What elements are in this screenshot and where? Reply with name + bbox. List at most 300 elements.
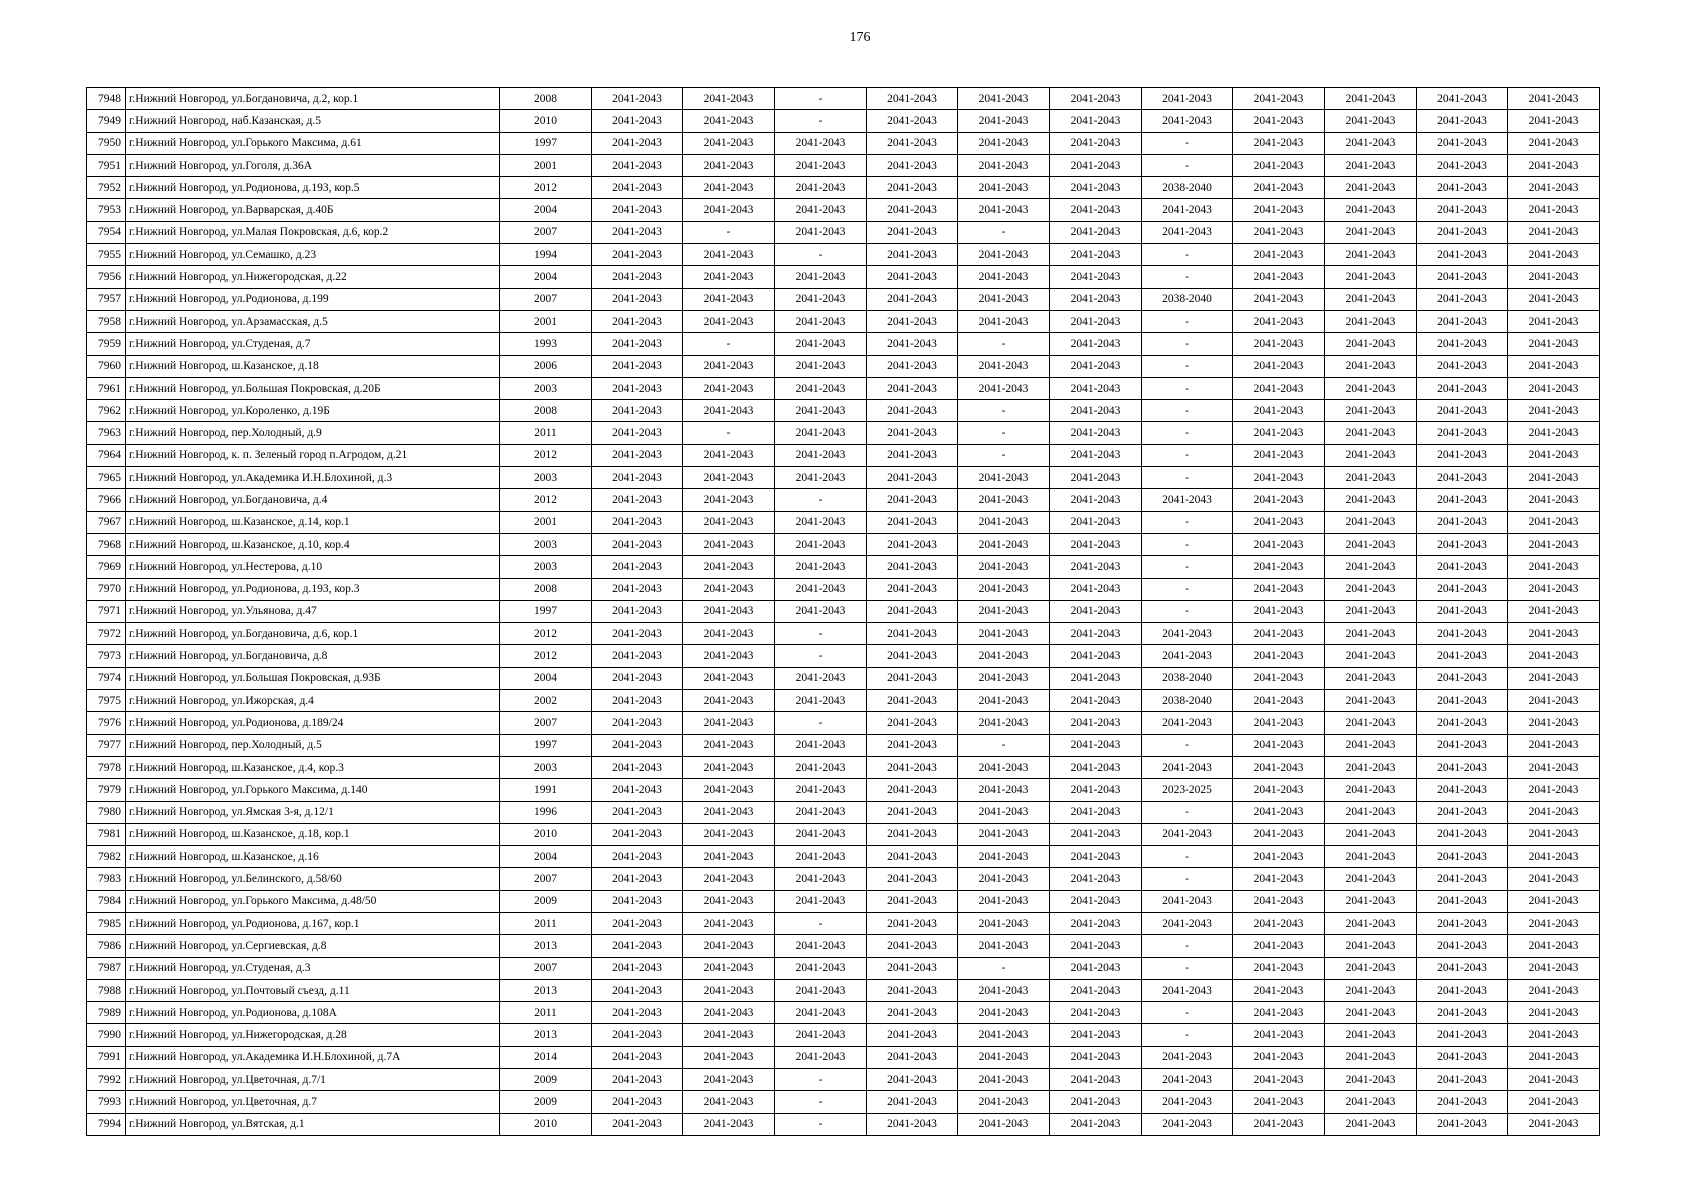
period-cell: 2041-2043 bbox=[775, 199, 867, 221]
row-number: 7987 bbox=[87, 957, 126, 979]
period-cell: 2041-2043 bbox=[1325, 400, 1417, 422]
period-cell: 2041-2043 bbox=[1050, 979, 1142, 1001]
period-cell: 2041-2043 bbox=[775, 132, 867, 154]
period-cell: 2041-2043 bbox=[1417, 467, 1508, 489]
period-cell: 2041-2043 bbox=[1508, 756, 1600, 778]
period-cell: 2041-2043 bbox=[775, 444, 867, 466]
row-number: 7972 bbox=[87, 623, 126, 645]
period-cell: 2041-2043 bbox=[1417, 1069, 1508, 1091]
address-cell: г.Нижний Новгород, ул.Академика И.Н.Блохиной, д.7А bbox=[126, 1046, 500, 1068]
period-cell: 2041-2043 bbox=[1508, 310, 1600, 332]
period-cell: 2041-2043 bbox=[867, 377, 958, 399]
table-row bbox=[87, 801, 1600, 823]
address-cell: г.Нижний Новгород, ш.Казанское, д.18, кор.1 bbox=[126, 823, 500, 845]
period-cell: 2041-2043 bbox=[775, 533, 867, 555]
period-cell: 2041-2043 bbox=[1233, 846, 1325, 868]
table-row bbox=[87, 935, 1600, 957]
address-cell: г.Нижний Новгород, ул.Варварская, д.40Б bbox=[126, 199, 500, 221]
period-cell: 2041-2043 bbox=[1325, 310, 1417, 332]
period-cell: 2041-2043 bbox=[683, 355, 775, 377]
period-cell: 2041-2043 bbox=[1233, 957, 1325, 979]
period-cell: 2041-2043 bbox=[867, 444, 958, 466]
address-cell: г.Нижний Новгород, ул.Студеная, д.7 bbox=[126, 333, 500, 355]
period-cell: - bbox=[775, 1091, 867, 1113]
period-cell: 2041-2043 bbox=[1508, 1069, 1600, 1091]
address-cell: г.Нижний Новгород, ул.Нижегородская, д.22 bbox=[126, 266, 500, 288]
period-cell: 2041-2043 bbox=[867, 645, 958, 667]
period-cell: 2041-2043 bbox=[867, 533, 958, 555]
period-cell: 2041-2043 bbox=[592, 110, 683, 132]
period-cell: 2041-2043 bbox=[775, 511, 867, 533]
period-cell: 2041-2043 bbox=[775, 935, 867, 957]
period-cell: 2041-2043 bbox=[1142, 221, 1233, 243]
period-cell: 2041-2043 bbox=[1142, 1046, 1233, 1068]
period-cell: 2041-2043 bbox=[1233, 377, 1325, 399]
period-cell: 2041-2043 bbox=[683, 556, 775, 578]
row-number: 7961 bbox=[87, 377, 126, 399]
period-cell: - bbox=[958, 444, 1050, 466]
period-cell: 2041-2043 bbox=[1417, 623, 1508, 645]
address-cell: г.Нижний Новгород, ул.Сергиевская, д.8 bbox=[126, 935, 500, 957]
period-cell: 2041-2043 bbox=[592, 868, 683, 890]
period-cell: 2041-2043 bbox=[1233, 88, 1325, 110]
period-cell: 2041-2043 bbox=[1233, 1091, 1325, 1113]
period-cell: 2041-2043 bbox=[1508, 556, 1600, 578]
period-cell: 2041-2043 bbox=[1508, 779, 1600, 801]
period-cell: 2041-2043 bbox=[958, 310, 1050, 332]
period-cell: 2041-2043 bbox=[1508, 266, 1600, 288]
period-cell: 2041-2043 bbox=[1417, 1024, 1508, 1046]
period-cell: 2041-2043 bbox=[1050, 912, 1142, 934]
period-cell: 2041-2043 bbox=[683, 1069, 775, 1091]
period-cell: 2041-2043 bbox=[1417, 712, 1508, 734]
period-cell: 2041-2043 bbox=[1050, 244, 1142, 266]
period-cell: 2041-2043 bbox=[867, 912, 958, 934]
period-cell: 2041-2043 bbox=[958, 578, 1050, 600]
period-cell: 2041-2043 bbox=[867, 288, 958, 310]
period-cell: 2041-2043 bbox=[1508, 935, 1600, 957]
period-cell: 2041-2043 bbox=[592, 1113, 683, 1135]
period-cell: - bbox=[1142, 511, 1233, 533]
row-number: 7969 bbox=[87, 556, 126, 578]
period-cell: 2041-2043 bbox=[683, 154, 775, 176]
period-cell: 2041-2043 bbox=[775, 556, 867, 578]
address-cell: г.Нижний Новгород, ул.Родионова, д.193, кор.3 bbox=[126, 578, 500, 600]
period-cell: 2041-2043 bbox=[775, 1002, 867, 1024]
period-cell: 2041-2043 bbox=[1417, 266, 1508, 288]
period-cell: 2041-2043 bbox=[958, 556, 1050, 578]
year-cell: 2002 bbox=[500, 690, 592, 712]
row-number: 7980 bbox=[87, 801, 126, 823]
period-cell: 2041-2043 bbox=[867, 1024, 958, 1046]
year-cell: 2001 bbox=[500, 310, 592, 332]
period-cell: - bbox=[775, 1113, 867, 1135]
period-cell: 2041-2043 bbox=[1233, 690, 1325, 712]
period-cell: 2041-2043 bbox=[1325, 667, 1417, 689]
period-cell: 2041-2043 bbox=[1417, 600, 1508, 622]
row-number: 7960 bbox=[87, 355, 126, 377]
period-cell: 2041-2043 bbox=[867, 935, 958, 957]
address-cell: г.Нижний Новгород, ул.Богдановича, д.6, кор.1 bbox=[126, 623, 500, 645]
period-cell: 2041-2043 bbox=[1325, 957, 1417, 979]
year-cell: 2007 bbox=[500, 288, 592, 310]
period-cell: 2041-2043 bbox=[1142, 645, 1233, 667]
period-cell: 2041-2043 bbox=[867, 890, 958, 912]
period-cell: 2041-2043 bbox=[1417, 979, 1508, 1001]
row-number: 7953 bbox=[87, 199, 126, 221]
table-row bbox=[87, 377, 1600, 399]
period-cell: 2041-2043 bbox=[1325, 489, 1417, 511]
period-cell: 2041-2043 bbox=[683, 489, 775, 511]
period-cell: 2041-2043 bbox=[867, 400, 958, 422]
period-cell: 2041-2043 bbox=[592, 1091, 683, 1113]
period-cell: 2041-2043 bbox=[867, 957, 958, 979]
period-cell: 2041-2043 bbox=[1325, 422, 1417, 444]
period-cell: 2041-2043 bbox=[1142, 1113, 1233, 1135]
year-cell: 2003 bbox=[500, 377, 592, 399]
period-cell: - bbox=[1142, 266, 1233, 288]
year-cell: 2010 bbox=[500, 1113, 592, 1135]
period-cell: 2041-2043 bbox=[1233, 266, 1325, 288]
period-cell: 2041-2043 bbox=[867, 244, 958, 266]
period-cell: 2041-2043 bbox=[867, 489, 958, 511]
period-cell: - bbox=[1142, 132, 1233, 154]
period-cell: 2041-2043 bbox=[1050, 667, 1142, 689]
period-cell: 2041-2043 bbox=[1508, 979, 1600, 1001]
period-cell: 2041-2043 bbox=[867, 355, 958, 377]
period-cell: 2041-2043 bbox=[867, 154, 958, 176]
address-cell: г.Нижний Новгород, ул.Арзамасская, д.5 bbox=[126, 310, 500, 332]
row-number: 7993 bbox=[87, 1091, 126, 1113]
period-cell: 2041-2043 bbox=[958, 355, 1050, 377]
period-cell: 2041-2043 bbox=[1417, 533, 1508, 555]
period-cell: 2041-2043 bbox=[592, 779, 683, 801]
period-cell: 2041-2043 bbox=[592, 712, 683, 734]
period-cell: 2041-2043 bbox=[1233, 578, 1325, 600]
period-cell: 2041-2043 bbox=[1325, 979, 1417, 1001]
period-cell: 2041-2043 bbox=[1508, 355, 1600, 377]
period-cell: 2041-2043 bbox=[592, 734, 683, 756]
row-number: 7959 bbox=[87, 333, 126, 355]
period-cell: 2041-2043 bbox=[1325, 912, 1417, 934]
period-cell: 2041-2043 bbox=[1050, 957, 1142, 979]
period-cell: 2041-2043 bbox=[867, 333, 958, 355]
period-cell: 2041-2043 bbox=[958, 623, 1050, 645]
period-cell: 2041-2043 bbox=[683, 511, 775, 533]
period-cell: - bbox=[1142, 422, 1233, 444]
period-cell: 2041-2043 bbox=[683, 110, 775, 132]
period-cell: 2041-2043 bbox=[775, 823, 867, 845]
period-cell: 2041-2043 bbox=[1325, 154, 1417, 176]
period-cell: 2041-2043 bbox=[867, 422, 958, 444]
address-cell: г.Нижний Новгород, ул.Ижорская, д.4 bbox=[126, 690, 500, 712]
period-cell: - bbox=[1142, 333, 1233, 355]
period-cell: - bbox=[775, 623, 867, 645]
period-cell: 2041-2043 bbox=[1417, 957, 1508, 979]
year-cell: 2013 bbox=[500, 979, 592, 1001]
period-cell: 2041-2043 bbox=[867, 1046, 958, 1068]
row-number: 7990 bbox=[87, 1024, 126, 1046]
year-cell: 1997 bbox=[500, 600, 592, 622]
table-row bbox=[87, 467, 1600, 489]
period-cell: 2041-2043 bbox=[1417, 578, 1508, 600]
row-number: 7964 bbox=[87, 444, 126, 466]
period-cell: 2041-2043 bbox=[1325, 1024, 1417, 1046]
year-cell: 2003 bbox=[500, 467, 592, 489]
period-cell: 2041-2043 bbox=[1233, 132, 1325, 154]
period-cell: 2041-2043 bbox=[1325, 801, 1417, 823]
period-cell: 2041-2043 bbox=[683, 467, 775, 489]
period-cell: 2041-2043 bbox=[867, 556, 958, 578]
period-cell: 2041-2043 bbox=[592, 177, 683, 199]
period-cell: 2041-2043 bbox=[958, 979, 1050, 1001]
address-cell: г.Нижний Новгород, ул.Родионова, д.189/24 bbox=[126, 712, 500, 734]
period-cell: 2041-2043 bbox=[1417, 690, 1508, 712]
period-cell: 2041-2043 bbox=[1417, 199, 1508, 221]
period-cell: 2041-2043 bbox=[1417, 801, 1508, 823]
period-cell: 2041-2043 bbox=[775, 957, 867, 979]
row-number: 7950 bbox=[87, 132, 126, 154]
period-cell: 2041-2043 bbox=[867, 1002, 958, 1024]
period-cell: 2041-2043 bbox=[1142, 110, 1233, 132]
row-number: 7973 bbox=[87, 645, 126, 667]
period-cell: 2041-2043 bbox=[1417, 333, 1508, 355]
year-cell: 1993 bbox=[500, 333, 592, 355]
period-cell: 2041-2043 bbox=[867, 1113, 958, 1135]
period-cell: 2041-2043 bbox=[1233, 444, 1325, 466]
period-cell: 2041-2043 bbox=[1142, 1069, 1233, 1091]
period-cell: 2041-2043 bbox=[1417, 912, 1508, 934]
address-cell: г.Нижний Новгород, ул.Родионова, д.193, кор.5 bbox=[126, 177, 500, 199]
period-cell: 2041-2043 bbox=[1508, 846, 1600, 868]
year-cell: 1996 bbox=[500, 801, 592, 823]
period-cell: 2041-2043 bbox=[867, 88, 958, 110]
period-cell: 2041-2043 bbox=[683, 623, 775, 645]
period-cell: 2041-2043 bbox=[1325, 578, 1417, 600]
year-cell: 2008 bbox=[500, 88, 592, 110]
period-cell: 2041-2043 bbox=[1508, 912, 1600, 934]
period-cell: 2041-2043 bbox=[683, 1002, 775, 1024]
period-cell: 2041-2043 bbox=[683, 712, 775, 734]
address-cell: г.Нижний Новгород, пер.Холодный, д.9 bbox=[126, 422, 500, 444]
period-cell: 2041-2043 bbox=[1050, 154, 1142, 176]
address-cell: г.Нижний Новгород, ул.Родионова, д.167, кор.1 bbox=[126, 912, 500, 934]
period-cell: 2041-2043 bbox=[775, 734, 867, 756]
period-cell: 2041-2043 bbox=[1233, 912, 1325, 934]
period-cell: 2041-2043 bbox=[1508, 734, 1600, 756]
table-row bbox=[87, 600, 1600, 622]
table-row bbox=[87, 132, 1600, 154]
address-cell: г.Нижний Новгород, ул.Большая Покровская, д.93Б bbox=[126, 667, 500, 689]
period-cell: 2041-2043 bbox=[592, 1002, 683, 1024]
table-row bbox=[87, 712, 1600, 734]
period-cell: 2023-2025 bbox=[1142, 779, 1233, 801]
period-cell: 2041-2043 bbox=[1325, 779, 1417, 801]
period-cell: 2041-2043 bbox=[683, 935, 775, 957]
row-number: 7952 bbox=[87, 177, 126, 199]
period-cell: 2041-2043 bbox=[1417, 1091, 1508, 1113]
period-cell: 2041-2043 bbox=[867, 623, 958, 645]
row-number: 7983 bbox=[87, 868, 126, 890]
address-cell: г.Нижний Новгород, пер.Холодный, д.5 bbox=[126, 734, 500, 756]
period-cell: - bbox=[958, 734, 1050, 756]
period-cell: 2041-2043 bbox=[1233, 221, 1325, 243]
row-number: 7970 bbox=[87, 578, 126, 600]
period-cell: 2041-2043 bbox=[958, 645, 1050, 667]
period-cell: 2041-2043 bbox=[592, 801, 683, 823]
period-cell: - bbox=[1142, 244, 1233, 266]
period-cell: 2041-2043 bbox=[958, 132, 1050, 154]
period-cell: 2041-2043 bbox=[1050, 1091, 1142, 1113]
year-cell: 2012 bbox=[500, 444, 592, 466]
period-cell: - bbox=[1142, 154, 1233, 176]
period-cell: 2041-2043 bbox=[1508, 1113, 1600, 1135]
period-cell: 2041-2043 bbox=[592, 979, 683, 1001]
period-cell: 2041-2043 bbox=[1417, 400, 1508, 422]
period-cell: 2041-2043 bbox=[958, 377, 1050, 399]
period-cell: 2041-2043 bbox=[592, 266, 683, 288]
period-cell: 2041-2043 bbox=[1142, 489, 1233, 511]
table-row bbox=[87, 779, 1600, 801]
period-cell: 2041-2043 bbox=[1508, 444, 1600, 466]
year-cell: 2001 bbox=[500, 154, 592, 176]
period-cell: 2041-2043 bbox=[1417, 556, 1508, 578]
period-cell: 2041-2043 bbox=[1508, 823, 1600, 845]
period-cell: 2041-2043 bbox=[592, 1069, 683, 1091]
table-row bbox=[87, 422, 1600, 444]
period-cell: - bbox=[1142, 868, 1233, 890]
period-cell: 2041-2043 bbox=[683, 266, 775, 288]
period-cell: 2041-2043 bbox=[1050, 1024, 1142, 1046]
table-row bbox=[87, 756, 1600, 778]
period-cell: 2041-2043 bbox=[867, 868, 958, 890]
period-cell: 2041-2043 bbox=[592, 645, 683, 667]
period-cell: 2041-2043 bbox=[1233, 177, 1325, 199]
period-cell: 2041-2043 bbox=[1233, 556, 1325, 578]
period-cell: 2041-2043 bbox=[958, 1024, 1050, 1046]
period-cell: 2041-2043 bbox=[683, 199, 775, 221]
period-cell: 2041-2043 bbox=[1050, 1069, 1142, 1091]
year-cell: 1997 bbox=[500, 734, 592, 756]
period-cell: 2041-2043 bbox=[1233, 979, 1325, 1001]
table-row bbox=[87, 110, 1600, 132]
row-number: 7994 bbox=[87, 1113, 126, 1135]
year-cell: 2011 bbox=[500, 1002, 592, 1024]
period-cell: - bbox=[1142, 1002, 1233, 1024]
period-cell: 2038-2040 bbox=[1142, 288, 1233, 310]
address-cell: г.Нижний Новгород, ул.Горького Максима, д.61 bbox=[126, 132, 500, 154]
period-cell: 2041-2043 bbox=[1142, 912, 1233, 934]
period-cell: 2041-2043 bbox=[958, 912, 1050, 934]
period-cell: 2041-2043 bbox=[867, 779, 958, 801]
period-cell: 2041-2043 bbox=[958, 1113, 1050, 1135]
period-cell: - bbox=[1142, 578, 1233, 600]
period-cell: 2041-2043 bbox=[958, 779, 1050, 801]
period-cell: 2041-2043 bbox=[867, 690, 958, 712]
period-cell: 2041-2043 bbox=[1508, 377, 1600, 399]
year-cell: 2003 bbox=[500, 533, 592, 555]
period-cell: 2041-2043 bbox=[1508, 422, 1600, 444]
period-cell: 2041-2043 bbox=[958, 1069, 1050, 1091]
period-cell: 2041-2043 bbox=[1050, 935, 1142, 957]
period-cell: 2041-2043 bbox=[1417, 734, 1508, 756]
year-cell: 2007 bbox=[500, 957, 592, 979]
year-cell: 2012 bbox=[500, 177, 592, 199]
period-cell: 2041-2043 bbox=[1050, 177, 1142, 199]
period-cell: - bbox=[1142, 957, 1233, 979]
table-row bbox=[87, 244, 1600, 266]
table-row bbox=[87, 1002, 1600, 1024]
table-row bbox=[87, 310, 1600, 332]
period-cell: 2041-2043 bbox=[1325, 1046, 1417, 1068]
period-cell: 2041-2043 bbox=[1508, 667, 1600, 689]
table-row bbox=[87, 912, 1600, 934]
period-cell: 2041-2043 bbox=[592, 88, 683, 110]
period-cell: 2041-2043 bbox=[683, 801, 775, 823]
year-cell: 2010 bbox=[500, 110, 592, 132]
table-row bbox=[87, 221, 1600, 243]
period-cell: 2041-2043 bbox=[1417, 1113, 1508, 1135]
period-cell: 2041-2043 bbox=[775, 154, 867, 176]
year-cell: 2012 bbox=[500, 489, 592, 511]
address-cell: г.Нижний Новгород, ул.Ямская 3-я, д.12/1 bbox=[126, 801, 500, 823]
period-cell: 2041-2043 bbox=[683, 310, 775, 332]
period-cell: 2041-2043 bbox=[1050, 1113, 1142, 1135]
year-cell: 2009 bbox=[500, 1091, 592, 1113]
period-cell: - bbox=[1142, 734, 1233, 756]
period-cell: 2041-2043 bbox=[592, 690, 683, 712]
period-cell: - bbox=[683, 333, 775, 355]
period-cell: 2041-2043 bbox=[1050, 1046, 1142, 1068]
period-cell: 2038-2040 bbox=[1142, 690, 1233, 712]
period-cell: 2041-2043 bbox=[592, 600, 683, 622]
period-cell: 2041-2043 bbox=[1233, 154, 1325, 176]
period-cell: 2041-2043 bbox=[775, 890, 867, 912]
period-cell: 2041-2043 bbox=[1233, 600, 1325, 622]
row-number: 7984 bbox=[87, 890, 126, 912]
period-cell: 2041-2043 bbox=[1508, 511, 1600, 533]
period-cell: 2041-2043 bbox=[1325, 600, 1417, 622]
period-cell: 2041-2043 bbox=[1325, 444, 1417, 466]
period-cell: 2041-2043 bbox=[1508, 244, 1600, 266]
address-cell: г.Нижний Новгород, ул.Родионова, д.199 bbox=[126, 288, 500, 310]
period-cell: 2041-2043 bbox=[1325, 333, 1417, 355]
period-cell: 2041-2043 bbox=[1325, 199, 1417, 221]
period-cell: 2041-2043 bbox=[867, 578, 958, 600]
period-cell: 2041-2043 bbox=[1233, 400, 1325, 422]
period-cell: 2041-2043 bbox=[958, 533, 1050, 555]
row-number: 7948 bbox=[87, 88, 126, 110]
period-cell: 2041-2043 bbox=[592, 846, 683, 868]
period-cell: 2041-2043 bbox=[1508, 578, 1600, 600]
period-cell: 2041-2043 bbox=[592, 489, 683, 511]
period-cell: 2041-2043 bbox=[1508, 712, 1600, 734]
period-cell: 2041-2043 bbox=[867, 979, 958, 1001]
period-cell: 2041-2043 bbox=[683, 377, 775, 399]
row-number: 7975 bbox=[87, 690, 126, 712]
period-cell: 2041-2043 bbox=[1050, 533, 1142, 555]
period-cell: 2041-2043 bbox=[867, 511, 958, 533]
period-cell: 2041-2043 bbox=[1233, 623, 1325, 645]
year-cell: 2012 bbox=[500, 623, 592, 645]
period-cell: - bbox=[775, 1069, 867, 1091]
year-cell: 2013 bbox=[500, 935, 592, 957]
period-cell: 2041-2043 bbox=[1050, 801, 1142, 823]
period-cell: 2041-2043 bbox=[775, 578, 867, 600]
period-cell: 2041-2043 bbox=[1050, 734, 1142, 756]
table-row bbox=[87, 489, 1600, 511]
year-cell: 1997 bbox=[500, 132, 592, 154]
